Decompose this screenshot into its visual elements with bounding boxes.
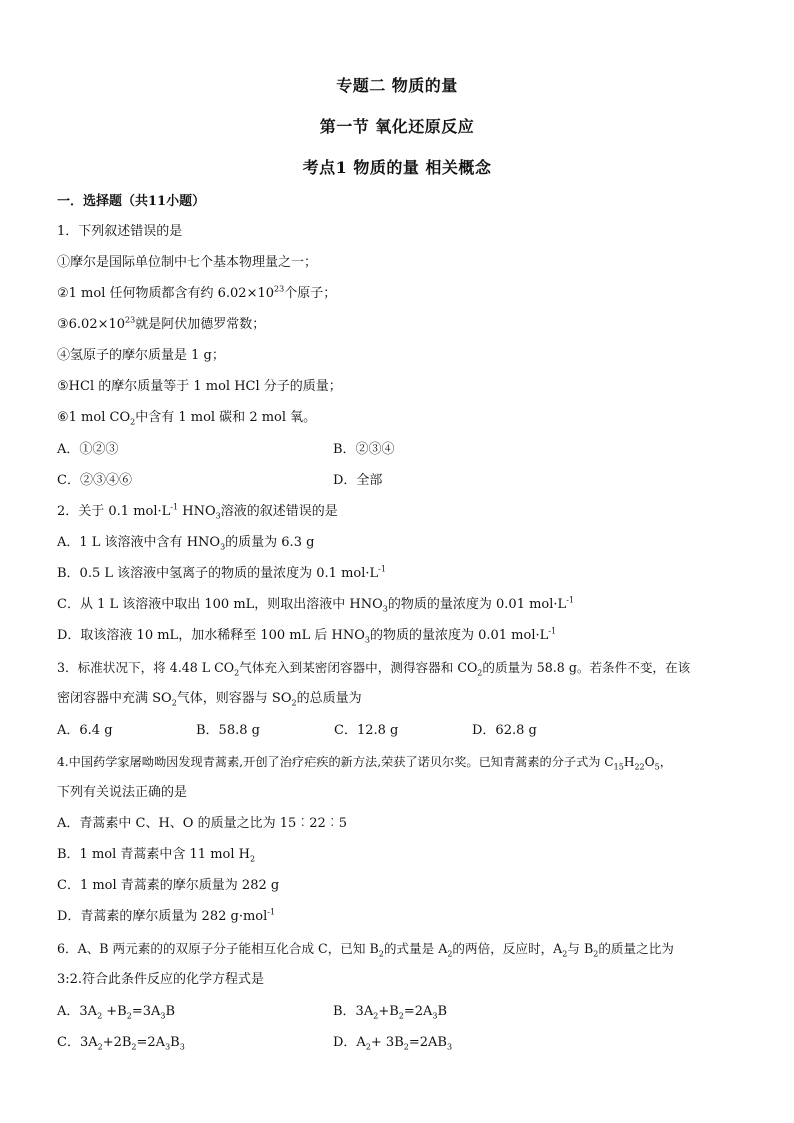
q1-statement-2: ②1 mol 任何物质都含有约 $6.02\times 10^{23}$个原子； (57, 284, 337, 301)
chapter-title: 专题二 物质的量 (336, 76, 458, 95)
q1-statement-6: ⑥1 mol $CO_2$中含有 1 mol 碳和 2 mol 氧。 (57, 410, 317, 427)
q4-option-a: A．青蒿素中 C、H、O 的质量之比为 15︰22︰5 (57, 816, 348, 831)
q1-stem: 1．下列叙述错误的是 (57, 224, 183, 239)
q3-option-c: C．12.8 g (334, 723, 399, 738)
q1-statement-4: ④氢原子的摩尔质量是 1 g； (57, 348, 225, 363)
q2-option-c: C．从 1 L 该溶液中取出 100 mL，则取出溶液中 $HNO_3$的物质的量浓度为 0.01 $mol\cdot L^{-1}$ (57, 595, 574, 614)
q6-stem-line-2: 3:2.符合此条件反应的化学方程式是 (57, 972, 265, 987)
q3-stem-line-1: 3．标准状况下，将 4.48 L $CO_2$气体充入到某密闭容器中，测得容器和 $CO_2$的质量为 58.8 g。若条件不变，在该 (57, 660, 691, 678)
q2-option-a: A．1 L 该溶液中含有 $HNO_3$的质量为 6.3 g (57, 535, 315, 552)
q1-option-b: B．②③④ (333, 442, 395, 457)
q1-statement-1: ①摩尔是国际单位制中七个基本物理量之一； (57, 255, 318, 270)
q3-option-d: D．62.8 g (472, 723, 537, 738)
q6-option-b: B．$3A_2+B_2=2A_3B$ (333, 1004, 448, 1021)
q3-option-b: B．58.8 g (196, 723, 260, 738)
q6-option-c: C．$3A_2+2B_2=2A_3B_3$ (57, 1035, 185, 1052)
q2-option-b: B．0.5 L 该溶液中氢离子的物质的量浓度为 0.1 $mol\cdot L^{-1}$ (57, 564, 386, 581)
q4-option-d: D．青蒿素的摩尔质量为 282 g·mol$^{-1}$ (57, 907, 276, 924)
section-heading: 一．选择题（共11小题） (57, 194, 206, 209)
q1-option-a: A．①②③ (57, 442, 119, 457)
topic-title: 考点1 物质的量 相关概念 (302, 158, 492, 177)
q3-stem-line-2: 密闭容器中充满 $SO_2$气体，则容器与 $SO_2$的总质量为 (57, 691, 362, 708)
q1-option-d: D．全部 (333, 473, 383, 488)
q1-statement-3: $③6.02\times 10^{23}$就是阿伏加德罗常数； (57, 315, 266, 332)
q4-option-c: C．1 mol 青蒿素的摩尔质量为 282 g (57, 878, 280, 893)
q4-option-b: B．1 mol 青蒿素中含 11 mol $H_2$ (57, 847, 256, 864)
q1-statement-5: ⑤HCl 的摩尔质量等于 1 mol HCl 分子的质量； (57, 379, 342, 394)
q6-stem-line-1: 6．A、B 两元素的的双原子分子能相互化合成 C，已知 $B_2$的式量是 $A_2$的两倍，反应时，$A_2$与 $B_2$的质量之比为 (57, 941, 674, 959)
section-title: 第一节 氧化还原反应 (319, 117, 475, 136)
q6-option-d: D．$A_2+ 3B_2=2AB_3$ (333, 1035, 453, 1052)
q1-option-c: C．②③④⑥ (57, 473, 132, 488)
q6-option-a: A．$3A_2 +B_2=3A_3B$ (57, 1004, 176, 1021)
q3-option-a: A．6.4 g (57, 723, 113, 738)
q4-stem-line-2: 下列有关说法正确的是 (57, 785, 188, 800)
q2-stem: 2．关于 0.1 $mol\cdot L^{-1}$ $HNO_3$溶液的叙述错误的是 (57, 502, 338, 521)
q4-stem-line-1: 4.中国药学家屠呦呦因发现青蒿素,开创了治疗疟疾的新方法,荣获了诺贝尔奖。已知青蒿素的分子式为 $C_{15}H_{22}O_5$， (57, 755, 672, 772)
q2-option-d: D．取该溶液 10 mL，加水稀释至 100 mL 后 $HNO_3$的物质的量浓度为 0.01 $mol\cdot L^{-1}$ (57, 626, 557, 645)
